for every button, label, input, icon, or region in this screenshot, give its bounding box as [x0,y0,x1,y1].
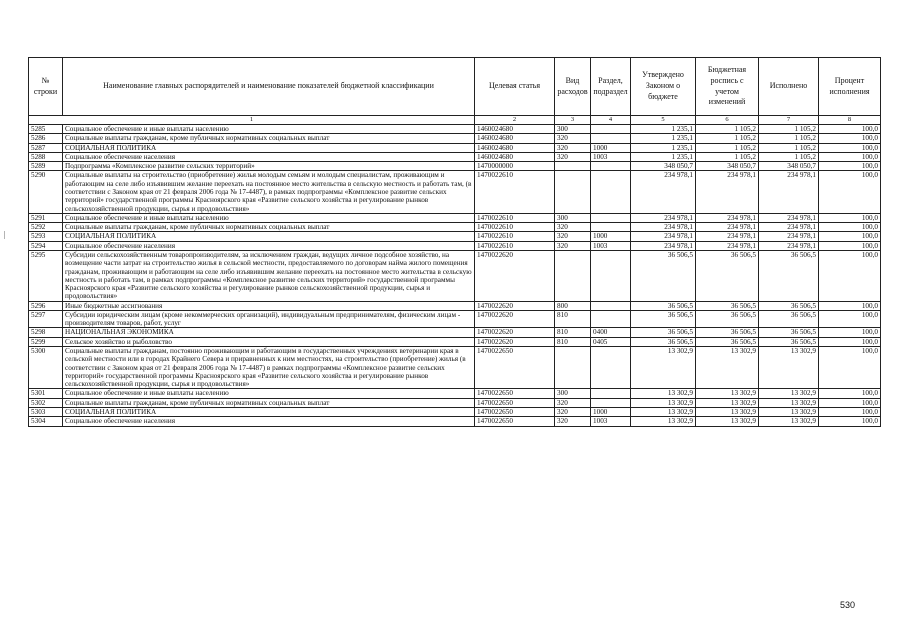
header-executed: Исполнено [759,58,819,116]
scan-margin-mark: | [4,230,6,239]
row-number: 5290 [29,171,63,213]
row-section: 0405 [591,337,631,346]
row-approved: 1 235,1 [631,143,696,152]
row-section: 1000 [591,232,631,241]
row-approved: 1 235,1 [631,134,696,143]
row-target-article: 1460024680 [475,125,555,134]
table-row [29,417,881,426]
row-number: 5293 [29,232,63,241]
row-target-article: 1470022650 [475,389,555,398]
row-approved: 36 506,5 [631,328,696,337]
row-expense-type: 320 [555,232,591,241]
row-approved: 13 302,9 [631,389,696,398]
table-row [29,347,881,389]
row-executed: 234 978,1 [759,171,819,213]
row-target-article: 1470022650 [475,408,555,417]
table-row [29,389,881,398]
row-percent: 100,0 [819,301,881,310]
header-expense-type: Вид расходов [555,58,591,116]
row-approved: 13 302,9 [631,408,696,417]
row-budget-schedule: 36 506,5 [696,310,759,328]
row-name: Социальное обеспечение населения [63,152,475,161]
row-number: 5297 [29,310,63,328]
row-target-article: 1470022620 [475,250,555,301]
row-budget-schedule: 36 506,5 [696,337,759,346]
table-row [29,125,881,134]
table-row [29,250,881,301]
row-expense-type: 800 [555,301,591,310]
table-row [29,223,881,232]
row-approved: 234 978,1 [631,223,696,232]
header-section: Раздел, подраздел [591,58,631,116]
header-target-article: Целевая статья [475,58,555,116]
row-expense-type: 810 [555,310,591,328]
row-number: 5302 [29,398,63,407]
row-approved: 13 302,9 [631,347,696,389]
row-target-article: 1460024680 [475,152,555,161]
row-budget-schedule: 234 978,1 [696,241,759,250]
row-expense-type: 320 [555,241,591,250]
row-section [591,389,631,398]
row-number: 5285 [29,125,63,134]
table-row [29,310,881,328]
row-budget-schedule: 13 302,9 [696,347,759,389]
header-num-7: 7 [759,116,819,125]
row-executed: 13 302,9 [759,408,819,417]
table-row [29,408,881,417]
header-approved: Утверждено Законом о бюджете [631,58,696,116]
row-name: Социальные выплаты гражданам, кроме публичных нормативных социальных выплат [63,223,475,232]
row-name: Социальное обеспечение населения [63,241,475,250]
row-executed: 36 506,5 [759,250,819,301]
row-executed: 36 506,5 [759,301,819,310]
row-expense-type: 320 [555,408,591,417]
row-percent: 100,0 [819,398,881,407]
row-number: 5294 [29,241,63,250]
row-number: 5298 [29,328,63,337]
row-approved: 13 302,9 [631,417,696,426]
row-name: Социальное обеспечение и иные выплаты населению [63,125,475,134]
row-percent: 100,0 [819,408,881,417]
row-section [591,250,631,301]
row-number: 5296 [29,301,63,310]
row-budget-schedule: 13 302,9 [696,389,759,398]
row-expense-type: 320 [555,417,591,426]
row-budget-schedule: 234 978,1 [696,223,759,232]
row-target-article: 1460024680 [475,143,555,152]
row-approved: 36 506,5 [631,310,696,328]
row-approved: 234 978,1 [631,213,696,222]
row-approved: 234 978,1 [631,232,696,241]
row-target-article: 1470022610 [475,241,555,250]
row-executed: 234 978,1 [759,232,819,241]
row-budget-schedule: 36 506,5 [696,328,759,337]
row-percent: 100,0 [819,125,881,134]
row-section: 1003 [591,152,631,161]
row-percent: 100,0 [819,223,881,232]
row-budget-schedule: 36 506,5 [696,301,759,310]
table-row [29,171,881,213]
row-percent: 100,0 [819,337,881,346]
header-num-2: 2 [475,116,555,125]
row-name: Иные бюджетные ассигнования [63,301,475,310]
row-percent: 100,0 [819,241,881,250]
budget-execution-table [28,57,881,427]
row-executed: 36 506,5 [759,328,819,337]
row-executed: 1 105,2 [759,143,819,152]
row-budget-schedule: 13 302,9 [696,408,759,417]
row-section: 1000 [591,143,631,152]
header-budget-schedule: Бюджетная роспись с учетом изменений [696,58,759,116]
row-budget-schedule: 234 978,1 [696,232,759,241]
row-budget-schedule: 13 302,9 [696,398,759,407]
row-executed: 36 506,5 [759,337,819,346]
row-section [591,171,631,213]
row-percent: 100,0 [819,232,881,241]
row-executed: 1 105,2 [759,125,819,134]
row-name: СОЦИАЛЬНАЯ ПОЛИТИКА [63,143,475,152]
row-name: Социальное обеспечение населения [63,417,475,426]
row-target-article: 1470022650 [475,417,555,426]
row-executed: 234 978,1 [759,241,819,250]
row-percent: 100,0 [819,162,881,171]
row-section [591,223,631,232]
header-row-number: № строки [29,58,63,116]
row-number: 5304 [29,417,63,426]
table-row [29,143,881,152]
table-row [29,232,881,241]
row-name: Субсидии сельскохозяйственным товаропроизводителям, за исключением граждан, ведущих личное подсобное хозяйство, на возмещение части затрат на строительство жилья в сельской местности, предоставляемого по договорам найма жилого помещения гражданам, проживающим и работающим на селе либо изъявившим желание переехать на постоянное место жительства в сельскую местность и работать там, в рамках подпрограммы «Комплексное развитие сельских территорий» государственной программы Красноярского края «Развитие сельского хозяйства и регулирование рынков сельскохозяйственной продукции, сырья и продовольствия» [63,250,475,301]
row-section: 1000 [591,408,631,417]
row-target-article: 1470022610 [475,223,555,232]
row-name: Социальное обеспечение и иные выплаты населению [63,213,475,222]
row-section [591,310,631,328]
row-name: Социальные выплаты гражданам, постоянно проживающим и работающим в государственных учреждениях ветеринарии края в сельской местности или в городах Крайнего Севера и приравненных к ним местностях, на строительство (приобретение) жилья (в соответствии с Законом края от 21 февраля 2006 года № 17-4487) в рамках подпрограммы «Комплексное развитие сельских территорий» государственной программы Красноярского края «Развитие сельского хозяйства и регулирование рынков сельскохозяйственной продукции, сырья и продовольствия» [63,347,475,389]
row-section [591,347,631,389]
table-row [29,162,881,171]
row-budget-schedule: 348 050,7 [696,162,759,171]
row-expense-type [555,347,591,389]
row-percent: 100,0 [819,310,881,328]
row-expense-type: 300 [555,125,591,134]
row-target-article: 1470022620 [475,328,555,337]
row-number: 5286 [29,134,63,143]
row-budget-schedule: 1 105,2 [696,134,759,143]
row-name: Сельское хозяйство и рыболовство [63,337,475,346]
row-name: Подпрограмма «Комплексное развитие сельских территорий» [63,162,475,171]
row-name: НАЦИОНАЛЬНАЯ ЭКОНОМИКА [63,328,475,337]
row-expense-type [555,162,591,171]
row-expense-type: 300 [555,389,591,398]
row-section [591,213,631,222]
row-percent: 100,0 [819,134,881,143]
row-approved: 36 506,5 [631,301,696,310]
row-number: 5292 [29,223,63,232]
row-approved: 1 235,1 [631,125,696,134]
header-num-6: 6 [696,116,759,125]
row-name: Субсидии юридическим лицам (кроме некоммерческих организаций), индивидуальным предпринимателям, физическим лицам - производителям товаров, работ, услуг [63,310,475,328]
row-name: СОЦИАЛЬНАЯ ПОЛИТИКА [63,408,475,417]
row-executed: 234 978,1 [759,213,819,222]
row-target-article: 1460024680 [475,134,555,143]
header-num-8: 8 [819,116,881,125]
row-expense-type: 320 [555,223,591,232]
row-number: 5291 [29,213,63,222]
row-section [591,398,631,407]
row-expense-type [555,171,591,213]
row-executed: 13 302,9 [759,389,819,398]
row-approved: 36 506,5 [631,250,696,301]
header-num-3: 3 [555,116,591,125]
row-target-article: 1470022610 [475,171,555,213]
header-name: Наименование главных распорядителей и наименование показателей бюджетной классификации [63,58,475,116]
row-name: Социальные выплаты на строительство (приобретение) жилья молодым семьям и молодым специалистам, проживающим и работающим на селе либо изъявившим желание переехать на постоянное место жительства в сельскую местность и работать там, (в соответствии с Законом края от 21 февраля 2006 года № 17-4487), в рамках подпрограммы «Комплексное развитие сельских территорий» государственной программы Красноярского края «Развитие сельского хозяйства и регулирование рынков сельскохозяйственной продукции, сырья и продовольствия» [63,171,475,213]
row-percent: 100,0 [819,143,881,152]
row-budget-schedule: 1 105,2 [696,152,759,161]
header-num-1: 1 [29,116,475,125]
table-row [29,241,881,250]
row-expense-type: 320 [555,134,591,143]
row-number: 5287 [29,143,63,152]
row-number: 5299 [29,337,63,346]
row-budget-schedule: 234 978,1 [696,171,759,213]
row-percent: 100,0 [819,152,881,161]
row-expense-type: 320 [555,152,591,161]
header-percent: Процент исполнения [819,58,881,116]
row-target-article: 1470000000 [475,162,555,171]
table-row [29,337,881,346]
row-section [591,125,631,134]
row-number: 5295 [29,250,63,301]
row-expense-type: 810 [555,337,591,346]
row-target-article: 1470022650 [475,398,555,407]
row-percent: 100,0 [819,389,881,398]
table-body [29,125,881,427]
row-name: СОЦИАЛЬНАЯ ПОЛИТИКА [63,232,475,241]
row-approved: 13 302,9 [631,398,696,407]
row-expense-type: 810 [555,328,591,337]
row-number: 5301 [29,389,63,398]
row-percent: 100,0 [819,417,881,426]
header-num-4: 4 [591,116,631,125]
header-num-5: 5 [631,116,696,125]
row-executed: 13 302,9 [759,398,819,407]
row-target-article: 1470022610 [475,213,555,222]
table-row [29,152,881,161]
row-target-article: 1470022610 [475,232,555,241]
row-executed: 13 302,9 [759,417,819,426]
row-name: Социальные выплаты гражданам, кроме публичных нормативных социальных выплат [63,398,475,407]
row-approved: 1 235,1 [631,152,696,161]
row-percent: 100,0 [819,213,881,222]
row-number: 5288 [29,152,63,161]
table-row [29,398,881,407]
row-section [591,301,631,310]
row-target-article: 1470022620 [475,337,555,346]
row-approved: 234 978,1 [631,241,696,250]
row-percent: 100,0 [819,328,881,337]
row-target-article: 1470022620 [475,301,555,310]
row-number: 5303 [29,408,63,417]
table-row [29,134,881,143]
table-row [29,328,881,337]
row-expense-type [555,250,591,301]
row-approved: 36 506,5 [631,337,696,346]
row-expense-type: 320 [555,398,591,407]
row-target-article: 1470022620 [475,310,555,328]
row-section: 1003 [591,417,631,426]
row-budget-schedule: 234 978,1 [696,213,759,222]
row-name: Социальные выплаты гражданам, кроме публичных нормативных социальных выплат [63,134,475,143]
row-number: 5300 [29,347,63,389]
row-budget-schedule: 1 105,2 [696,143,759,152]
row-section: 1003 [591,241,631,250]
table-row [29,213,881,222]
row-approved: 234 978,1 [631,171,696,213]
row-executed: 1 105,2 [759,152,819,161]
row-executed: 36 506,5 [759,310,819,328]
row-expense-type: 300 [555,213,591,222]
row-section: 0400 [591,328,631,337]
table-header [29,58,881,125]
row-executed: 13 302,9 [759,347,819,389]
row-executed: 234 978,1 [759,223,819,232]
row-budget-schedule: 1 105,2 [696,125,759,134]
row-expense-type: 320 [555,143,591,152]
row-percent: 100,0 [819,347,881,389]
row-executed: 1 105,2 [759,134,819,143]
row-percent: 100,0 [819,250,881,301]
row-section [591,134,631,143]
row-budget-schedule: 36 506,5 [696,250,759,301]
row-budget-schedule: 13 302,9 [696,417,759,426]
row-percent: 100,0 [819,171,881,213]
row-name: Социальное обеспечение и иные выплаты населению [63,389,475,398]
row-executed: 348 050,7 [759,162,819,171]
page-number: 530 [839,600,855,610]
row-approved: 348 050,7 [631,162,696,171]
row-section [591,162,631,171]
table-row [29,301,881,310]
row-target-article: 1470022650 [475,347,555,389]
row-number: 5289 [29,162,63,171]
